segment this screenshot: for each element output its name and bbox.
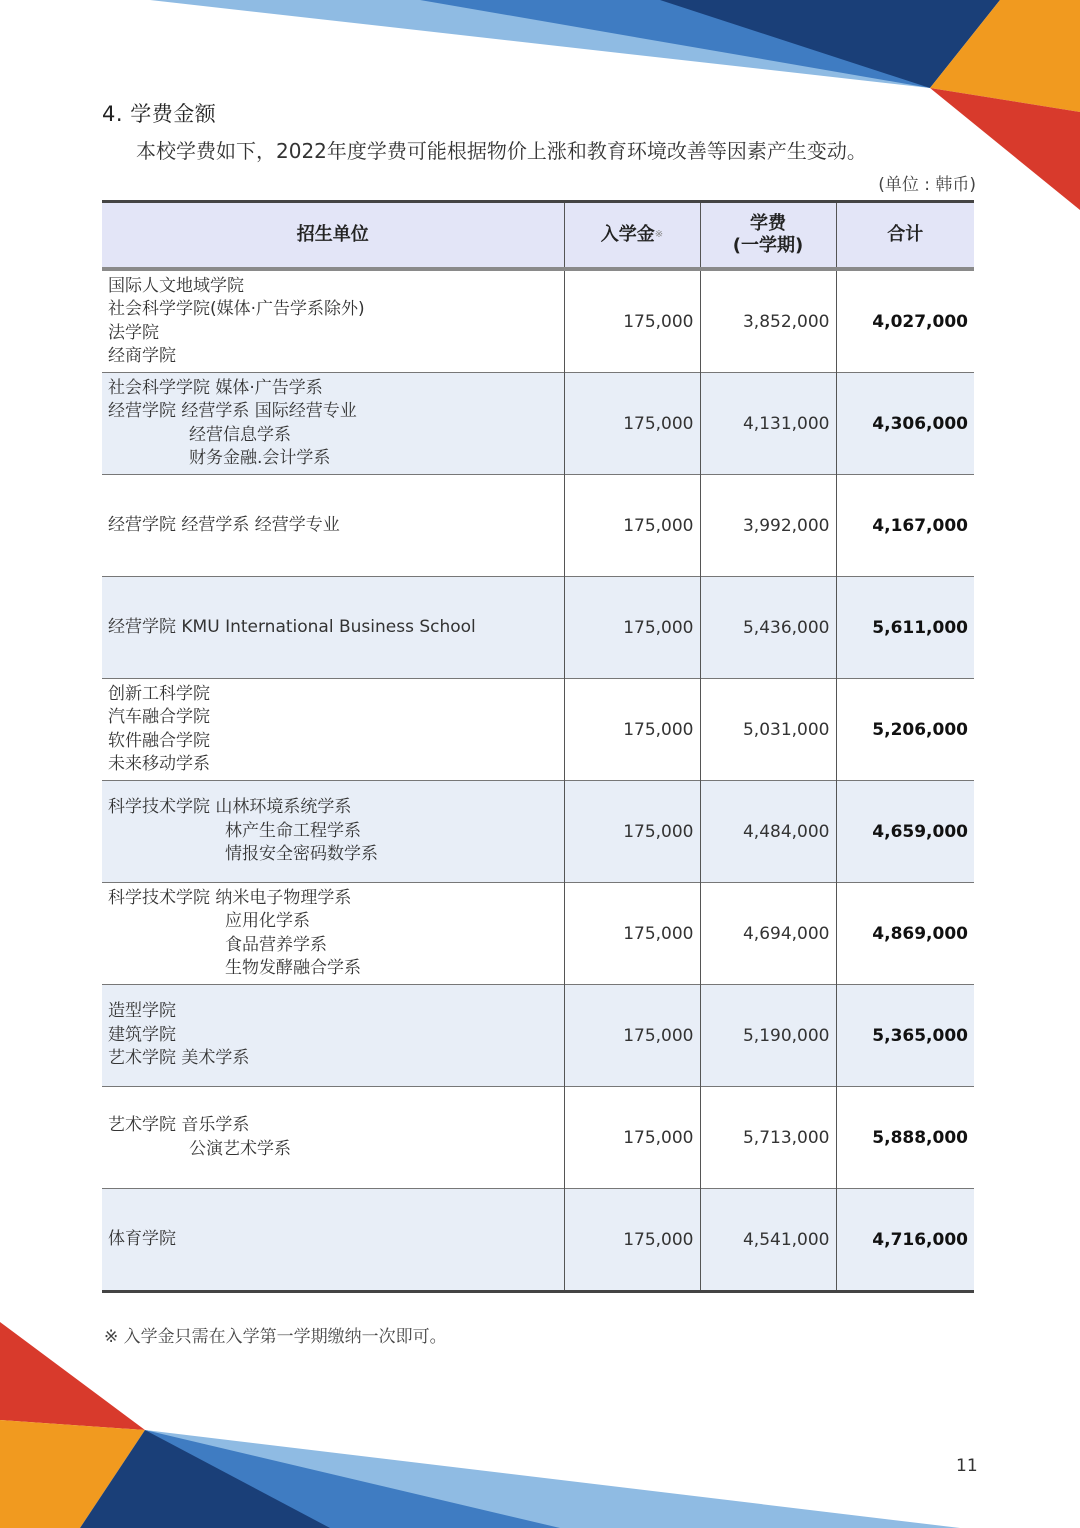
header-total: 合计 xyxy=(836,202,974,270)
unit-cell: 经营学院 KMU International Business School xyxy=(102,577,564,679)
intro-paragraph: 本校学费如下，2022年度学费可能根据物价上涨和教育环境改善等因素产生变动。 xyxy=(136,139,867,163)
admission-cell: 175,000 xyxy=(564,883,700,985)
total-cell: 4,659,000 xyxy=(836,781,974,883)
unit-cell: 体育学院 xyxy=(102,1189,564,1292)
unit-cell: 社会科学学院 媒体·广告学系 经营学院 经营学系 国际经营专业 经营信息学系 财务金融.会计学系 xyxy=(102,373,564,475)
table-row xyxy=(102,781,974,883)
table-row xyxy=(102,679,974,781)
admission-cell: 175,000 xyxy=(564,985,700,1087)
table-row xyxy=(102,373,974,475)
section-title-text: 学费金额 xyxy=(130,102,217,126)
unit-cell: 造型学院 建筑学院 艺术学院 美术学系 xyxy=(102,985,564,1087)
unit-cell: 科学技术学院 山林环境系统学系 林产生命工程学系 情报安全密码数学系 xyxy=(102,781,564,883)
admission-footnote-mark: ※ xyxy=(654,229,664,240)
total-cell: 4,716,000 xyxy=(836,1189,974,1292)
total-cell: 5,206,000 xyxy=(836,679,974,781)
unit-note: (单位 : 韩币) xyxy=(878,175,976,195)
unit-cell: 国际人文地域学院 社会科学学院(媒体·广告学系除外) 法学院 经商学院 xyxy=(108,275,365,366)
unit-cell: 经营学院 经营学系 经营学专业 xyxy=(102,475,564,577)
total-cell: 4,167,000 xyxy=(836,475,974,577)
table-header-row xyxy=(102,202,974,270)
total-cell: 5,888,000 xyxy=(836,1087,974,1189)
tuition-cell: 5,190,000 xyxy=(700,985,836,1087)
table-row xyxy=(102,475,974,577)
section-number: 4. xyxy=(102,102,124,126)
tuition-cell: 3,992,000 xyxy=(700,475,836,577)
unit-cell: 艺术学院 音乐学系 公演艺术学系 xyxy=(102,1087,564,1189)
header-tuition: 学费 (一学期) xyxy=(700,202,836,270)
table-row xyxy=(102,1189,974,1292)
tuition-cell: 4,484,000 xyxy=(700,781,836,883)
table-row xyxy=(102,1087,974,1189)
header-admission: 入学金※ xyxy=(564,202,700,270)
tuition-cell: 5,713,000 xyxy=(700,1087,836,1189)
admission-cell: 175,000 xyxy=(564,781,700,883)
tuition-cell: 3,852,000 xyxy=(700,269,836,373)
table-row xyxy=(102,577,974,679)
tuition-cell: 5,031,000 xyxy=(700,679,836,781)
admission-cell: 175,000 xyxy=(564,1087,700,1189)
footnote: ※ 入学金只需在入学第一学期缴纳一次即可。 xyxy=(104,1327,447,1347)
unit-cell: 创新工科学院 汽车融合学院 软件融合学院 未来移动学系 xyxy=(102,679,564,781)
tuition-table xyxy=(102,200,974,1293)
admission-cell: 175,000 xyxy=(564,269,700,373)
unit-cell: 科学技术学院 纳米电子物理学系 应用化学系 食品营养学系 生物发酵融合学系 xyxy=(102,883,564,985)
table-row xyxy=(102,985,974,1087)
admission-cell: 175,000 xyxy=(564,1189,700,1292)
admission-cell: 175,000 xyxy=(564,577,700,679)
total-cell: 5,611,000 xyxy=(836,577,974,679)
page-number: 11 xyxy=(956,1456,978,1476)
total-cell: 4,306,000 xyxy=(836,373,974,475)
admission-cell: 175,000 xyxy=(564,475,700,577)
table-row xyxy=(102,883,974,985)
table-row xyxy=(102,269,974,373)
total-cell: 5,365,000 xyxy=(836,985,974,1087)
tuition-cell: 4,694,000 xyxy=(700,883,836,985)
tuition-cell: 4,541,000 xyxy=(700,1189,836,1292)
tuition-cell: 5,436,000 xyxy=(700,577,836,679)
total-cell: 4,869,000 xyxy=(836,883,974,985)
admission-cell: 175,000 xyxy=(564,373,700,475)
section-title xyxy=(102,98,216,128)
total-cell: 4,027,000 xyxy=(836,269,974,373)
admission-cell: 175,000 xyxy=(564,679,700,781)
header-unit: 招生单位 xyxy=(102,202,564,270)
tuition-cell: 4,131,000 xyxy=(700,373,836,475)
